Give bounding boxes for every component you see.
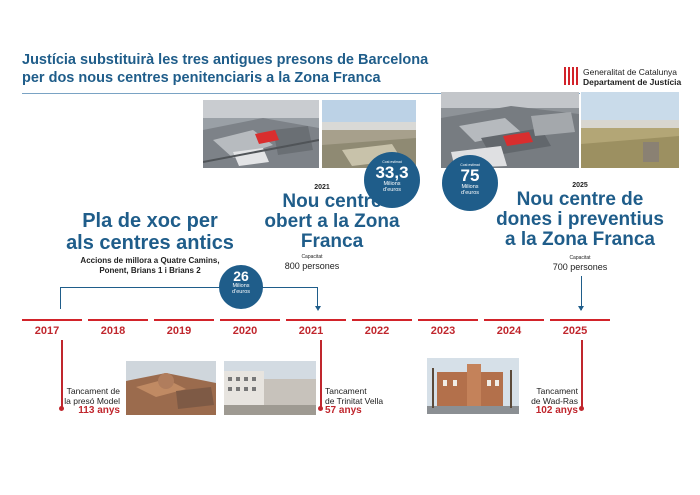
closing-line-2: de Wad-Ras <box>531 396 578 406</box>
shock-plan-heading <box>50 210 250 254</box>
heading-line-2: dones i preventius <box>496 209 664 230</box>
aerial-photo-open-centre <box>203 100 319 168</box>
logo-line-2: Departament de Justícia <box>583 77 682 87</box>
cost-value: 33,3 <box>375 163 409 182</box>
cost-unit-line-1: Milions <box>461 184 479 190</box>
title-line-2: per dos nous centres penitenciaris a la Zona Franca <box>22 70 381 86</box>
generalitat-logo <box>564 66 694 92</box>
closing-model <box>62 386 120 416</box>
cost-unit-line-1: Milions <box>383 181 401 187</box>
closing-years: 57 anys <box>325 405 362 416</box>
timeline-segment <box>484 319 544 321</box>
open-centre-year: 2021 <box>314 184 330 191</box>
cost-circle-shock-plan <box>219 265 263 309</box>
closing-line-2: de Trinitat Vella <box>325 396 384 406</box>
subtitle-line-1: Accions de millora a Quatre Camins, <box>80 256 220 265</box>
closing-line-2: la presó Model <box>64 396 120 406</box>
closing-years: 102 anys <box>535 405 578 416</box>
heading-line-1: Pla de xoc per <box>82 210 218 232</box>
closing-line-1: Tancament <box>325 386 367 396</box>
senyera-icon <box>564 67 578 85</box>
ground-photo-women-centre <box>581 92 679 168</box>
closing-line-1: Tancament <box>536 386 578 396</box>
timeline-segment <box>550 319 610 321</box>
heading-line-1: Nou centre <box>282 191 382 212</box>
subtitle-line-2: Ponent, Brians 1 i Brians 2 <box>99 266 201 275</box>
open-centre-capacity-label: Capacitat <box>301 254 323 260</box>
women-centre-heading <box>490 190 670 250</box>
timeline-segment <box>22 319 82 321</box>
title-line-1: Justícia substituirà les tres antigues presons de Barcelona <box>22 52 429 68</box>
closing-wad-ras <box>512 386 578 416</box>
timeline-segment <box>154 319 214 321</box>
cost-unit-line-2: d’euros <box>382 187 402 193</box>
timeline-segment <box>352 319 412 321</box>
open-centre-capacity-value: 800 persones <box>284 261 340 271</box>
open-centre-heading <box>252 192 412 252</box>
timeline-segment <box>286 319 346 321</box>
cost-value: 75 <box>460 166 480 185</box>
timeline-year: 2023 <box>430 325 456 337</box>
cost-label: Cost estimat <box>460 163 480 167</box>
closing-dot <box>318 406 323 411</box>
down-arrow-icon <box>578 306 584 311</box>
photo-model-prison <box>126 361 216 415</box>
photo-trinitat-vella <box>224 361 316 415</box>
timeline-year: 2022 <box>364 325 390 337</box>
timeline-year: 2025 <box>562 325 588 337</box>
closing-dot <box>579 406 584 411</box>
women-centre-capacity-value: 700 persones <box>552 262 608 272</box>
closing-line-1: Tancament de <box>66 386 120 396</box>
closing-marker-wad-ras <box>581 340 583 408</box>
women-centre-marker-line <box>581 276 582 310</box>
timeline-year: 2024 <box>496 325 522 337</box>
cost-label: Cost estimat <box>382 160 402 164</box>
cost-unit-line-2: d’euros <box>231 289 251 295</box>
heading-line-2: obert a la Zona <box>264 211 400 232</box>
logo-line-1: Generalitat de Catalunya <box>583 67 678 77</box>
timeline-year: 2017 <box>34 325 60 337</box>
timeline-segment <box>418 319 478 321</box>
heading-line-3: a la Zona Franca <box>505 229 655 250</box>
closing-marker-trinitat <box>320 340 322 408</box>
timeline-segment <box>220 319 280 321</box>
heading-line-3: Franca <box>300 231 364 252</box>
timeline-year: 2020 <box>232 325 258 337</box>
page-title <box>22 51 452 87</box>
cost-unit-line-1: Milions <box>232 283 250 289</box>
timeline-year: 2018 <box>100 325 126 337</box>
timeline-year: 2021 <box>298 325 324 337</box>
women-centre-capacity-label: Capacitat <box>569 255 591 261</box>
closing-years: 113 anys <box>78 405 120 416</box>
heading-line-2: als centres antics <box>66 232 234 254</box>
women-centre-year: 2025 <box>572 182 588 189</box>
heading-line-1: Nou centre de <box>516 189 644 210</box>
timeline-year: 2019 <box>166 325 192 337</box>
cost-unit-line-2: d’euros <box>460 190 480 196</box>
timeline-segment <box>88 319 148 321</box>
down-arrow-icon <box>315 306 321 311</box>
shock-plan-bracket <box>60 287 318 309</box>
photo-wad-ras <box>427 358 519 414</box>
closing-trinitat <box>325 386 395 416</box>
cost-value: 26 <box>233 268 249 284</box>
